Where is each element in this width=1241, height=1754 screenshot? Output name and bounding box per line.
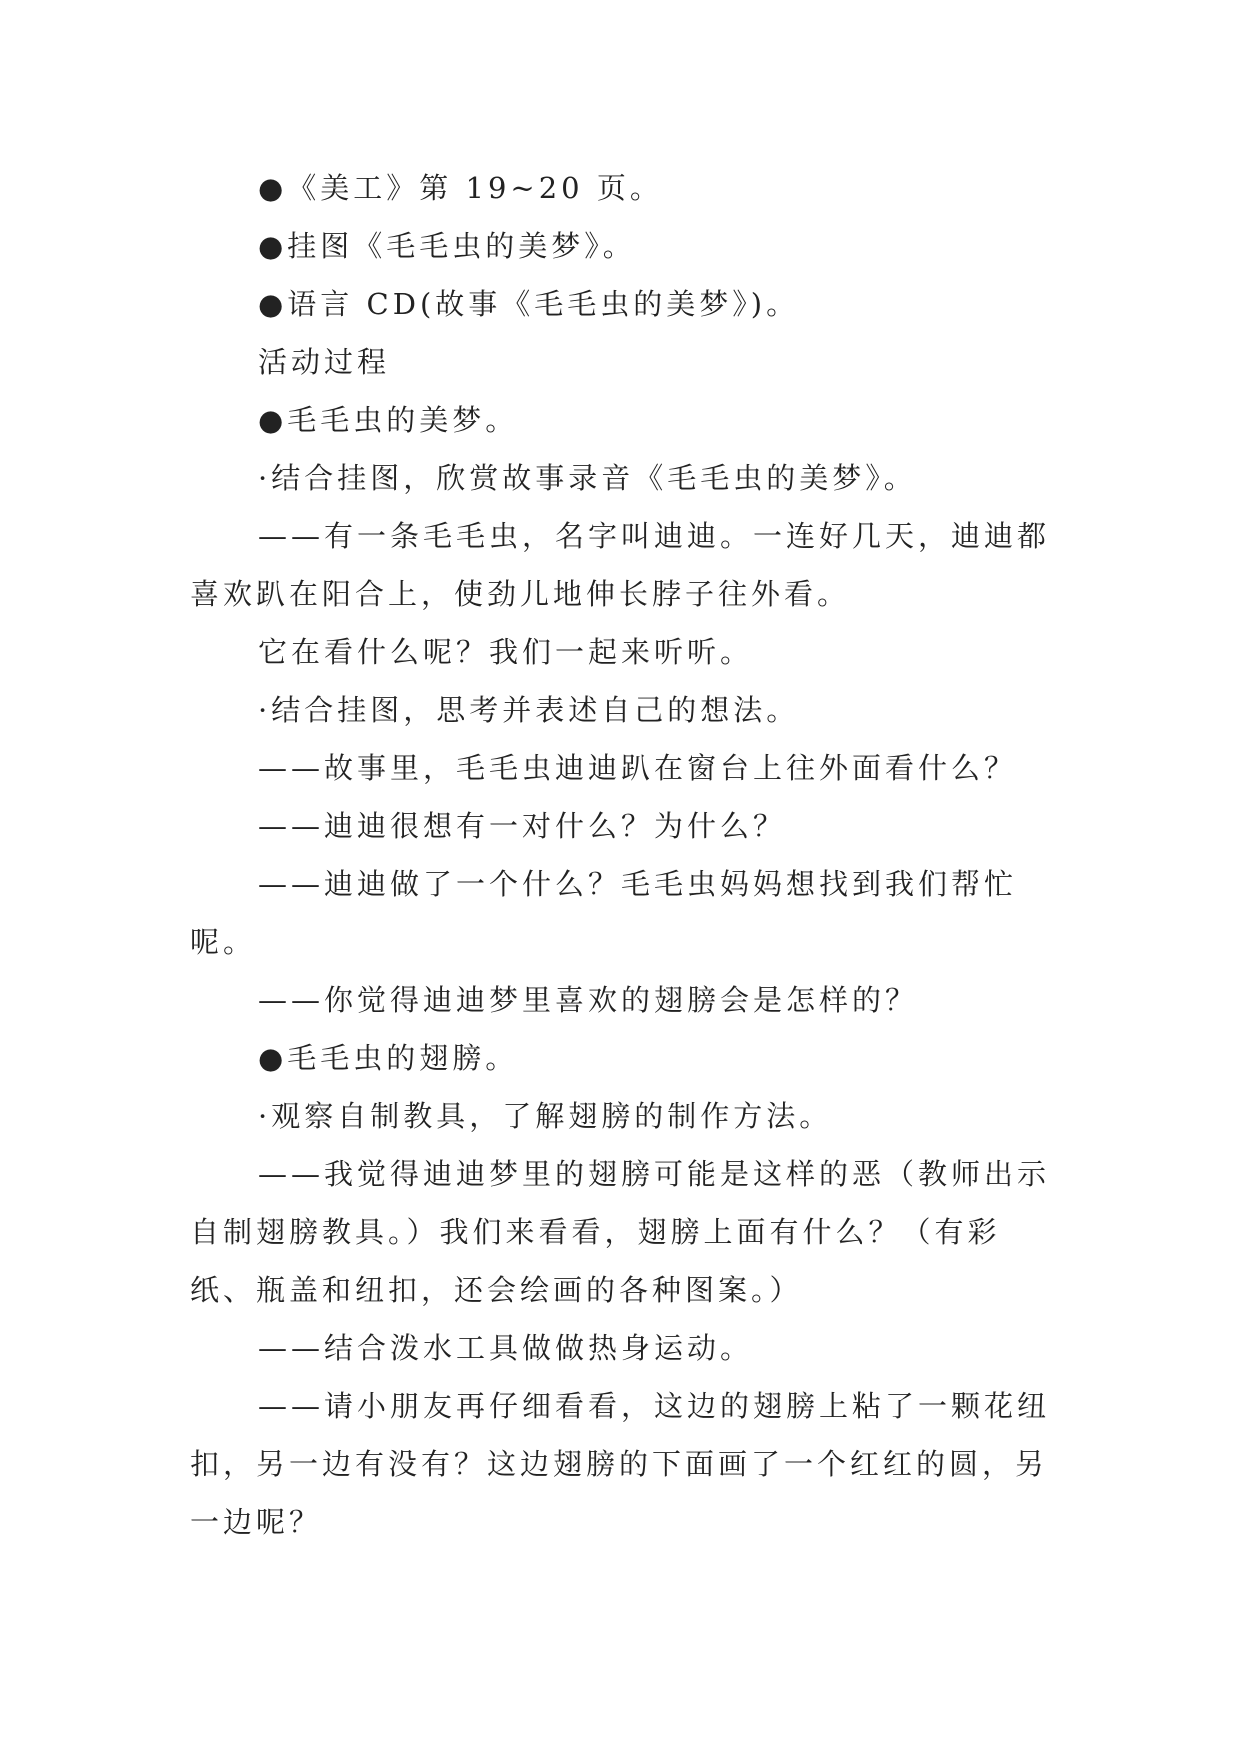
activity-heading-caterpillar-wings: ●毛毛虫的翅膀。 xyxy=(258,1041,519,1075)
dialogue-paragraph: ——请小朋友再仔细看看，这边的翅膀上粘了一颗花纽扣，另一边有没有？这边翅膀的下面画了一个红红的圆，另一边呢？ xyxy=(190,1389,1051,1539)
dialogue-paragraph: ——结合泼水工具做做热身运动。 xyxy=(258,1331,754,1365)
material-item-wall-chart: ●挂图《毛毛虫的美梦》。 xyxy=(258,229,636,263)
section-heading-activity-process: 活动过程 xyxy=(258,345,391,379)
story-paragraph: 它在看什么呢？我们一起来听听。 xyxy=(258,635,754,669)
document-body xyxy=(190,159,1060,1551)
question-paragraph: ——故事里，毛毛虫迪迪趴在窗台上往外面看什么？ xyxy=(258,751,1018,785)
story-paragraph: ——有一条毛毛虫，名字叫迪迪。一连好几天，迪迪都喜欢趴在阳合上，使劲儿地伸长脖子往外看。 xyxy=(190,519,1051,611)
activity-heading-caterpillar-dream: ●毛毛虫的美梦。 xyxy=(258,403,519,437)
activity-step: ·观察自制教具，了解翅膀的制作方法。 xyxy=(258,1099,833,1133)
question-paragraph: ——迪迪做了一个什么？毛毛虫妈妈想找到我们帮忙呢。 xyxy=(190,867,1018,959)
dialogue-paragraph: ——我觉得迪迪梦里的翅膀可能是这样的恶（教师出示自制翅膀教具。）我们来看看，翅膀上面有什么？（有彩纸、瓶盖和纽扣，还会绘画的各种图案。） xyxy=(190,1157,1051,1307)
question-paragraph: ——迪迪很想有一对什么？为什么？ xyxy=(258,809,787,843)
activity-step: ·结合挂图，思考并表述自己的想法。 xyxy=(258,693,800,727)
material-item-art-book: ●《美工》第 19~20 页。 xyxy=(258,171,663,205)
question-paragraph: ——你觉得迪迪梦里喜欢的翅膀会是怎样的？ xyxy=(258,983,919,1017)
activity-step: ·结合挂图，欣赏故事录音《毛毛虫的美梦》。 xyxy=(258,461,917,495)
material-item-language-cd: ●语言 CD(故事《毛毛虫的美梦》)。 xyxy=(258,287,800,321)
